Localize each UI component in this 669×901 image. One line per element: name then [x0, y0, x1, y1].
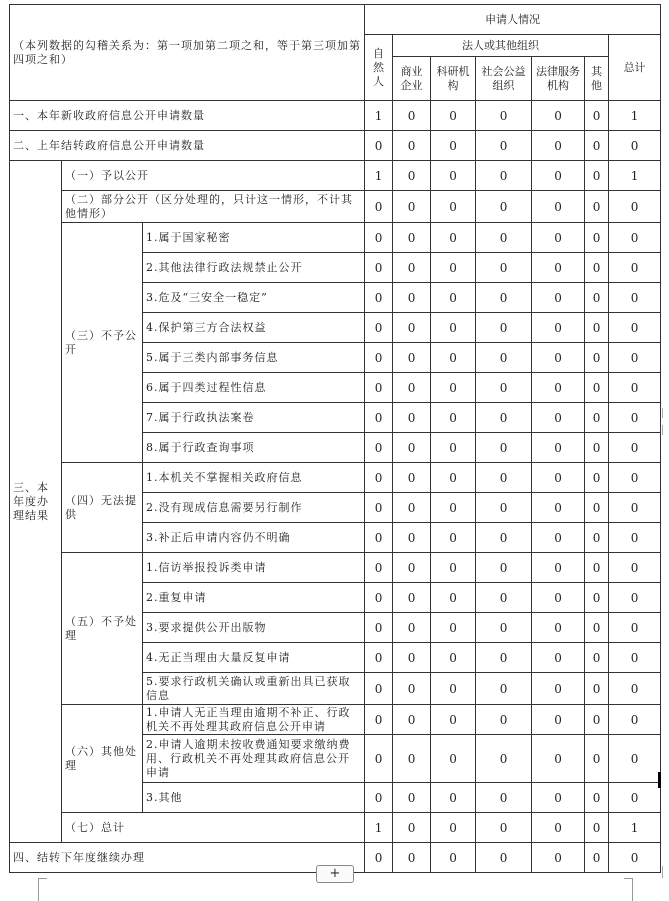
cell-value: 0 — [431, 735, 476, 783]
cell-value: 1 — [609, 101, 661, 131]
cell-value: 0 — [609, 735, 661, 783]
cell-value: 1 — [609, 813, 661, 843]
row-label: 6.属于四类过程性信息 — [143, 373, 365, 403]
page-corner-marker — [624, 878, 633, 901]
cell-value: 0 — [532, 191, 585, 223]
cell-value: 0 — [393, 161, 431, 191]
row-label: 1.信访举报投诉类申请 — [143, 553, 365, 583]
cell-value: 0 — [585, 101, 609, 131]
cell-value: 0 — [365, 313, 393, 343]
cell-value: 0 — [393, 583, 431, 613]
cell-value: 0 — [609, 403, 661, 433]
cell-value: 0 — [431, 583, 476, 613]
cell-value: 0 — [585, 253, 609, 283]
cell-value: 0 — [476, 223, 532, 253]
cell-value: 0 — [393, 101, 431, 131]
header-business: 商业企业 — [393, 57, 431, 101]
row-label: 4.无正当理由大量反复申请 — [143, 643, 365, 673]
cell-value: 0 — [476, 463, 532, 493]
cell-value: 0 — [532, 131, 585, 161]
row-label: （七）总计 — [62, 813, 365, 843]
header-note: （本列数据的勾稽关系为：第一项加第二项之和，等于第三项加第四项之和） — [10, 5, 365, 101]
cell-value: 0 — [476, 131, 532, 161]
header-natural-person: 自然人 — [365, 35, 393, 101]
cell-value: 0 — [609, 253, 661, 283]
cell-value: 0 — [532, 643, 585, 673]
header-law: 法律服务机构 — [532, 57, 585, 101]
cell-value: 0 — [532, 313, 585, 343]
cell-value: 0 — [476, 813, 532, 843]
cell-value: 0 — [476, 735, 532, 783]
cell-value: 0 — [609, 705, 661, 735]
cell-value: 0 — [365, 583, 393, 613]
cell-value: 0 — [393, 191, 431, 223]
page-corner-marker — [38, 878, 47, 901]
cell-value: 0 — [431, 705, 476, 735]
cell-value: 0 — [393, 673, 431, 705]
cell-value: 0 — [609, 843, 661, 873]
row-label: 2.申请人逾期未按收费通知要求缴纳费用、行政机关不再处理其政府信息公开申请 — [143, 735, 365, 783]
cell-value: 0 — [365, 735, 393, 783]
cell-value: 0 — [393, 373, 431, 403]
cell-value: 0 — [585, 283, 609, 313]
cell-value: 0 — [431, 433, 476, 463]
row-label: 8.属于行政查询事项 — [143, 433, 365, 463]
cell-value: 0 — [476, 283, 532, 313]
cell-value: 0 — [365, 343, 393, 373]
cell-value: 0 — [365, 223, 393, 253]
cell-value: 0 — [476, 553, 532, 583]
row-label: （二）部分公开（区分处理的，只计这一情形，不计其他情形） — [62, 191, 365, 223]
cell-value: 0 — [532, 813, 585, 843]
cell-value: 0 — [532, 101, 585, 131]
table-row — [10, 131, 661, 161]
row-label: 7.属于行政执法案卷 — [143, 403, 365, 433]
cell-value: 0 — [532, 283, 585, 313]
cell-value: 0 — [431, 493, 476, 523]
cell-value: 0 — [585, 433, 609, 463]
cell-value: 0 — [609, 673, 661, 705]
group-label: （四）无法提供 — [62, 463, 143, 553]
cell-value: 0 — [532, 705, 585, 735]
cell-value: 0 — [431, 613, 476, 643]
cell-value: 0 — [585, 523, 609, 553]
cell-value: 0 — [476, 343, 532, 373]
cell-value: 0 — [609, 613, 661, 643]
row-label: 2.重复申请 — [143, 583, 365, 613]
cell-value: 0 — [476, 843, 532, 873]
row-label: 一、本年新收政府信息公开申请数量 — [10, 101, 365, 131]
cell-value: 0 — [431, 313, 476, 343]
table-row — [10, 191, 661, 223]
cell-value: 0 — [532, 373, 585, 403]
group-label: （五）不予处理 — [62, 553, 143, 705]
cell-value: 0 — [609, 523, 661, 553]
table-row — [10, 101, 661, 131]
table-row — [10, 705, 661, 735]
cell-value: 0 — [609, 343, 661, 373]
cell-value: 0 — [393, 493, 431, 523]
cell-value: 0 — [585, 313, 609, 343]
cell-value: 0 — [365, 403, 393, 433]
cell-value: 0 — [393, 433, 431, 463]
cell-value: 0 — [365, 783, 393, 813]
cell-value: 0 — [609, 313, 661, 343]
cell-value: 0 — [365, 843, 393, 873]
table-row — [10, 223, 661, 253]
table-row — [10, 813, 661, 843]
cell-value: 0 — [609, 643, 661, 673]
row-label: 1.申请人无正当理由逾期不补正、行政机关不再处理其政府信息公开申请 — [143, 705, 365, 735]
cell-value: 0 — [609, 783, 661, 813]
cell-value: 0 — [476, 783, 532, 813]
cell-value: 0 — [393, 463, 431, 493]
cell-value: 0 — [393, 343, 431, 373]
cell-value: 0 — [476, 373, 532, 403]
cell-value: 0 — [365, 553, 393, 583]
cell-value: 0 — [365, 433, 393, 463]
cell-value: 0 — [609, 373, 661, 403]
cell-value: 0 — [431, 373, 476, 403]
cell-value: 0 — [585, 583, 609, 613]
header-legal-entity: 法人或其他组织 — [393, 35, 609, 57]
cell-value: 0 — [609, 131, 661, 161]
cell-value: 0 — [585, 735, 609, 783]
header-applicant: 申请人情况 — [365, 5, 661, 35]
cell-value: 0 — [431, 191, 476, 223]
cell-value: 0 — [431, 223, 476, 253]
cell-value: 0 — [532, 403, 585, 433]
cell-value: 0 — [365, 673, 393, 705]
cell-value: 0 — [365, 463, 393, 493]
cell-value: 0 — [431, 673, 476, 705]
row-label: 3.要求提供公开出版物 — [143, 613, 365, 643]
cell-value: 0 — [585, 553, 609, 583]
row-label: 5.属于三类内部事务信息 — [143, 343, 365, 373]
cell-value: 0 — [431, 463, 476, 493]
cell-value: 0 — [532, 553, 585, 583]
cell-value: 0 — [431, 553, 476, 583]
cell-value: 0 — [393, 253, 431, 283]
cell-value: 0 — [431, 253, 476, 283]
cell-value: 0 — [393, 553, 431, 583]
row-label: （一）予以公开 — [62, 161, 365, 191]
cell-value: 0 — [365, 131, 393, 161]
cell-value: 0 — [476, 583, 532, 613]
cell-value: 0 — [532, 223, 585, 253]
header-total: 总计 — [609, 35, 661, 101]
disclosure-table — [9, 4, 661, 873]
page-corner-marker — [662, 866, 669, 878]
cell-value: 0 — [609, 191, 661, 223]
cell-value: 0 — [585, 783, 609, 813]
cell-value: 0 — [476, 493, 532, 523]
cell-value: 1 — [365, 161, 393, 191]
row-label: 3.危及“三安全一稳定” — [143, 283, 365, 313]
row-label: 3.补正后申请内容仍不明确 — [143, 523, 365, 553]
cell-value: 0 — [476, 523, 532, 553]
cell-value: 0 — [585, 131, 609, 161]
cell-value: 0 — [393, 613, 431, 643]
row-label: 1.属于国家秘密 — [143, 223, 365, 253]
cell-value: 0 — [393, 735, 431, 783]
cell-value: 0 — [585, 223, 609, 253]
cell-value: 0 — [476, 313, 532, 343]
cell-value: 0 — [609, 553, 661, 583]
cell-value: 0 — [393, 313, 431, 343]
header-research: 科研机构 — [431, 57, 476, 101]
cell-value: 0 — [393, 131, 431, 161]
cell-value: 0 — [609, 433, 661, 463]
cell-value: 0 — [431, 343, 476, 373]
cell-value: 0 — [365, 643, 393, 673]
cell-value: 0 — [365, 253, 393, 283]
cell-value: 0 — [431, 403, 476, 433]
cell-value: 0 — [476, 643, 532, 673]
cell-value: 0 — [532, 523, 585, 553]
cell-value: 0 — [585, 705, 609, 735]
row-label: 2.其他法律行政法规禁止公开 — [143, 253, 365, 283]
cell-value: 0 — [476, 253, 532, 283]
cell-value: 0 — [532, 613, 585, 643]
group-label: （三）不予公开 — [62, 223, 143, 463]
cell-value: 0 — [431, 283, 476, 313]
cell-value: 0 — [431, 813, 476, 843]
cell-value: 0 — [585, 373, 609, 403]
cell-value: 0 — [532, 673, 585, 705]
cell-value: 0 — [393, 783, 431, 813]
cell-value: 0 — [393, 223, 431, 253]
cell-value: 0 — [532, 463, 585, 493]
cell-value: 0 — [431, 101, 476, 131]
cell-value: 0 — [585, 463, 609, 493]
cell-value: 0 — [585, 161, 609, 191]
cell-value: 0 — [609, 583, 661, 613]
row-label: 二、上年结转政府信息公开申请数量 — [10, 131, 365, 161]
add-row-button[interactable]: + — [316, 865, 354, 883]
cell-value: 0 — [365, 705, 393, 735]
row-label: 2.没有现成信息需要另行制作 — [143, 493, 365, 523]
cell-value: 0 — [476, 433, 532, 463]
cell-value: 0 — [532, 433, 585, 463]
cell-value: 1 — [609, 161, 661, 191]
cell-value: 0 — [476, 101, 532, 131]
table-row — [10, 553, 661, 583]
cell-value: 0 — [393, 403, 431, 433]
cell-value: 0 — [585, 643, 609, 673]
header-social: 社会公益组织 — [476, 57, 532, 101]
header-other: 其他 — [585, 57, 609, 101]
cell-value: 0 — [431, 643, 476, 673]
cell-value: 0 — [393, 283, 431, 313]
cell-value: 0 — [585, 493, 609, 523]
group-label: （六）其他处理 — [62, 705, 143, 813]
cell-value: 0 — [532, 843, 585, 873]
cell-value: 0 — [609, 463, 661, 493]
cell-value: 0 — [476, 673, 532, 705]
table-row — [10, 463, 661, 493]
cell-value: 0 — [532, 253, 585, 283]
cell-value: 0 — [431, 131, 476, 161]
cell-value: 0 — [532, 583, 585, 613]
cell-value: 0 — [365, 523, 393, 553]
cell-value: 0 — [609, 283, 661, 313]
cell-value: 0 — [476, 613, 532, 643]
cell-value: 0 — [585, 843, 609, 873]
row-label: 1.本机关不掌握相关政府信息 — [143, 463, 365, 493]
cell-value: 0 — [365, 373, 393, 403]
cell-value: 1 — [365, 813, 393, 843]
cell-value: 0 — [532, 493, 585, 523]
row-label: 4.保护第三方合法权益 — [143, 313, 365, 343]
cell-value: 0 — [585, 613, 609, 643]
cell-value: 0 — [609, 493, 661, 523]
cell-value: 0 — [532, 161, 585, 191]
row-resize-handle[interactable] — [662, 408, 669, 418]
cell-value: 0 — [585, 191, 609, 223]
cell-value: 0 — [476, 161, 532, 191]
row-resize-handle[interactable] — [662, 425, 669, 435]
cell-value: 0 — [585, 403, 609, 433]
cell-value: 0 — [532, 343, 585, 373]
cell-value: 0 — [431, 523, 476, 553]
column-resize-handle[interactable] — [658, 772, 661, 788]
section-3-label: 三、本年度办理结果 — [10, 161, 62, 843]
cell-value: 0 — [393, 643, 431, 673]
cell-value: 0 — [585, 813, 609, 843]
cell-value: 0 — [393, 705, 431, 735]
cell-value: 0 — [431, 161, 476, 191]
cell-value: 1 — [365, 101, 393, 131]
table-row — [10, 161, 661, 191]
cell-value: 0 — [585, 673, 609, 705]
cell-value: 0 — [393, 843, 431, 873]
cell-value: 0 — [476, 191, 532, 223]
cell-value: 0 — [532, 783, 585, 813]
cell-value: 0 — [431, 843, 476, 873]
row-label: 5.要求行政机关确认或重新出具已获取信息 — [143, 673, 365, 705]
cell-value: 0 — [365, 283, 393, 313]
cell-value: 0 — [365, 493, 393, 523]
cell-value: 0 — [431, 783, 476, 813]
cell-value: 0 — [365, 613, 393, 643]
cell-value: 0 — [393, 813, 431, 843]
cell-value: 0 — [476, 705, 532, 735]
row-label: 四、结转下年度继续办理 — [10, 843, 365, 873]
cell-value: 0 — [476, 403, 532, 433]
row-label: 3.其他 — [143, 783, 365, 813]
cell-value: 0 — [365, 191, 393, 223]
cell-value: 0 — [532, 735, 585, 783]
cell-value: 0 — [609, 223, 661, 253]
cell-value: 0 — [393, 523, 431, 553]
cell-value: 0 — [585, 343, 609, 373]
